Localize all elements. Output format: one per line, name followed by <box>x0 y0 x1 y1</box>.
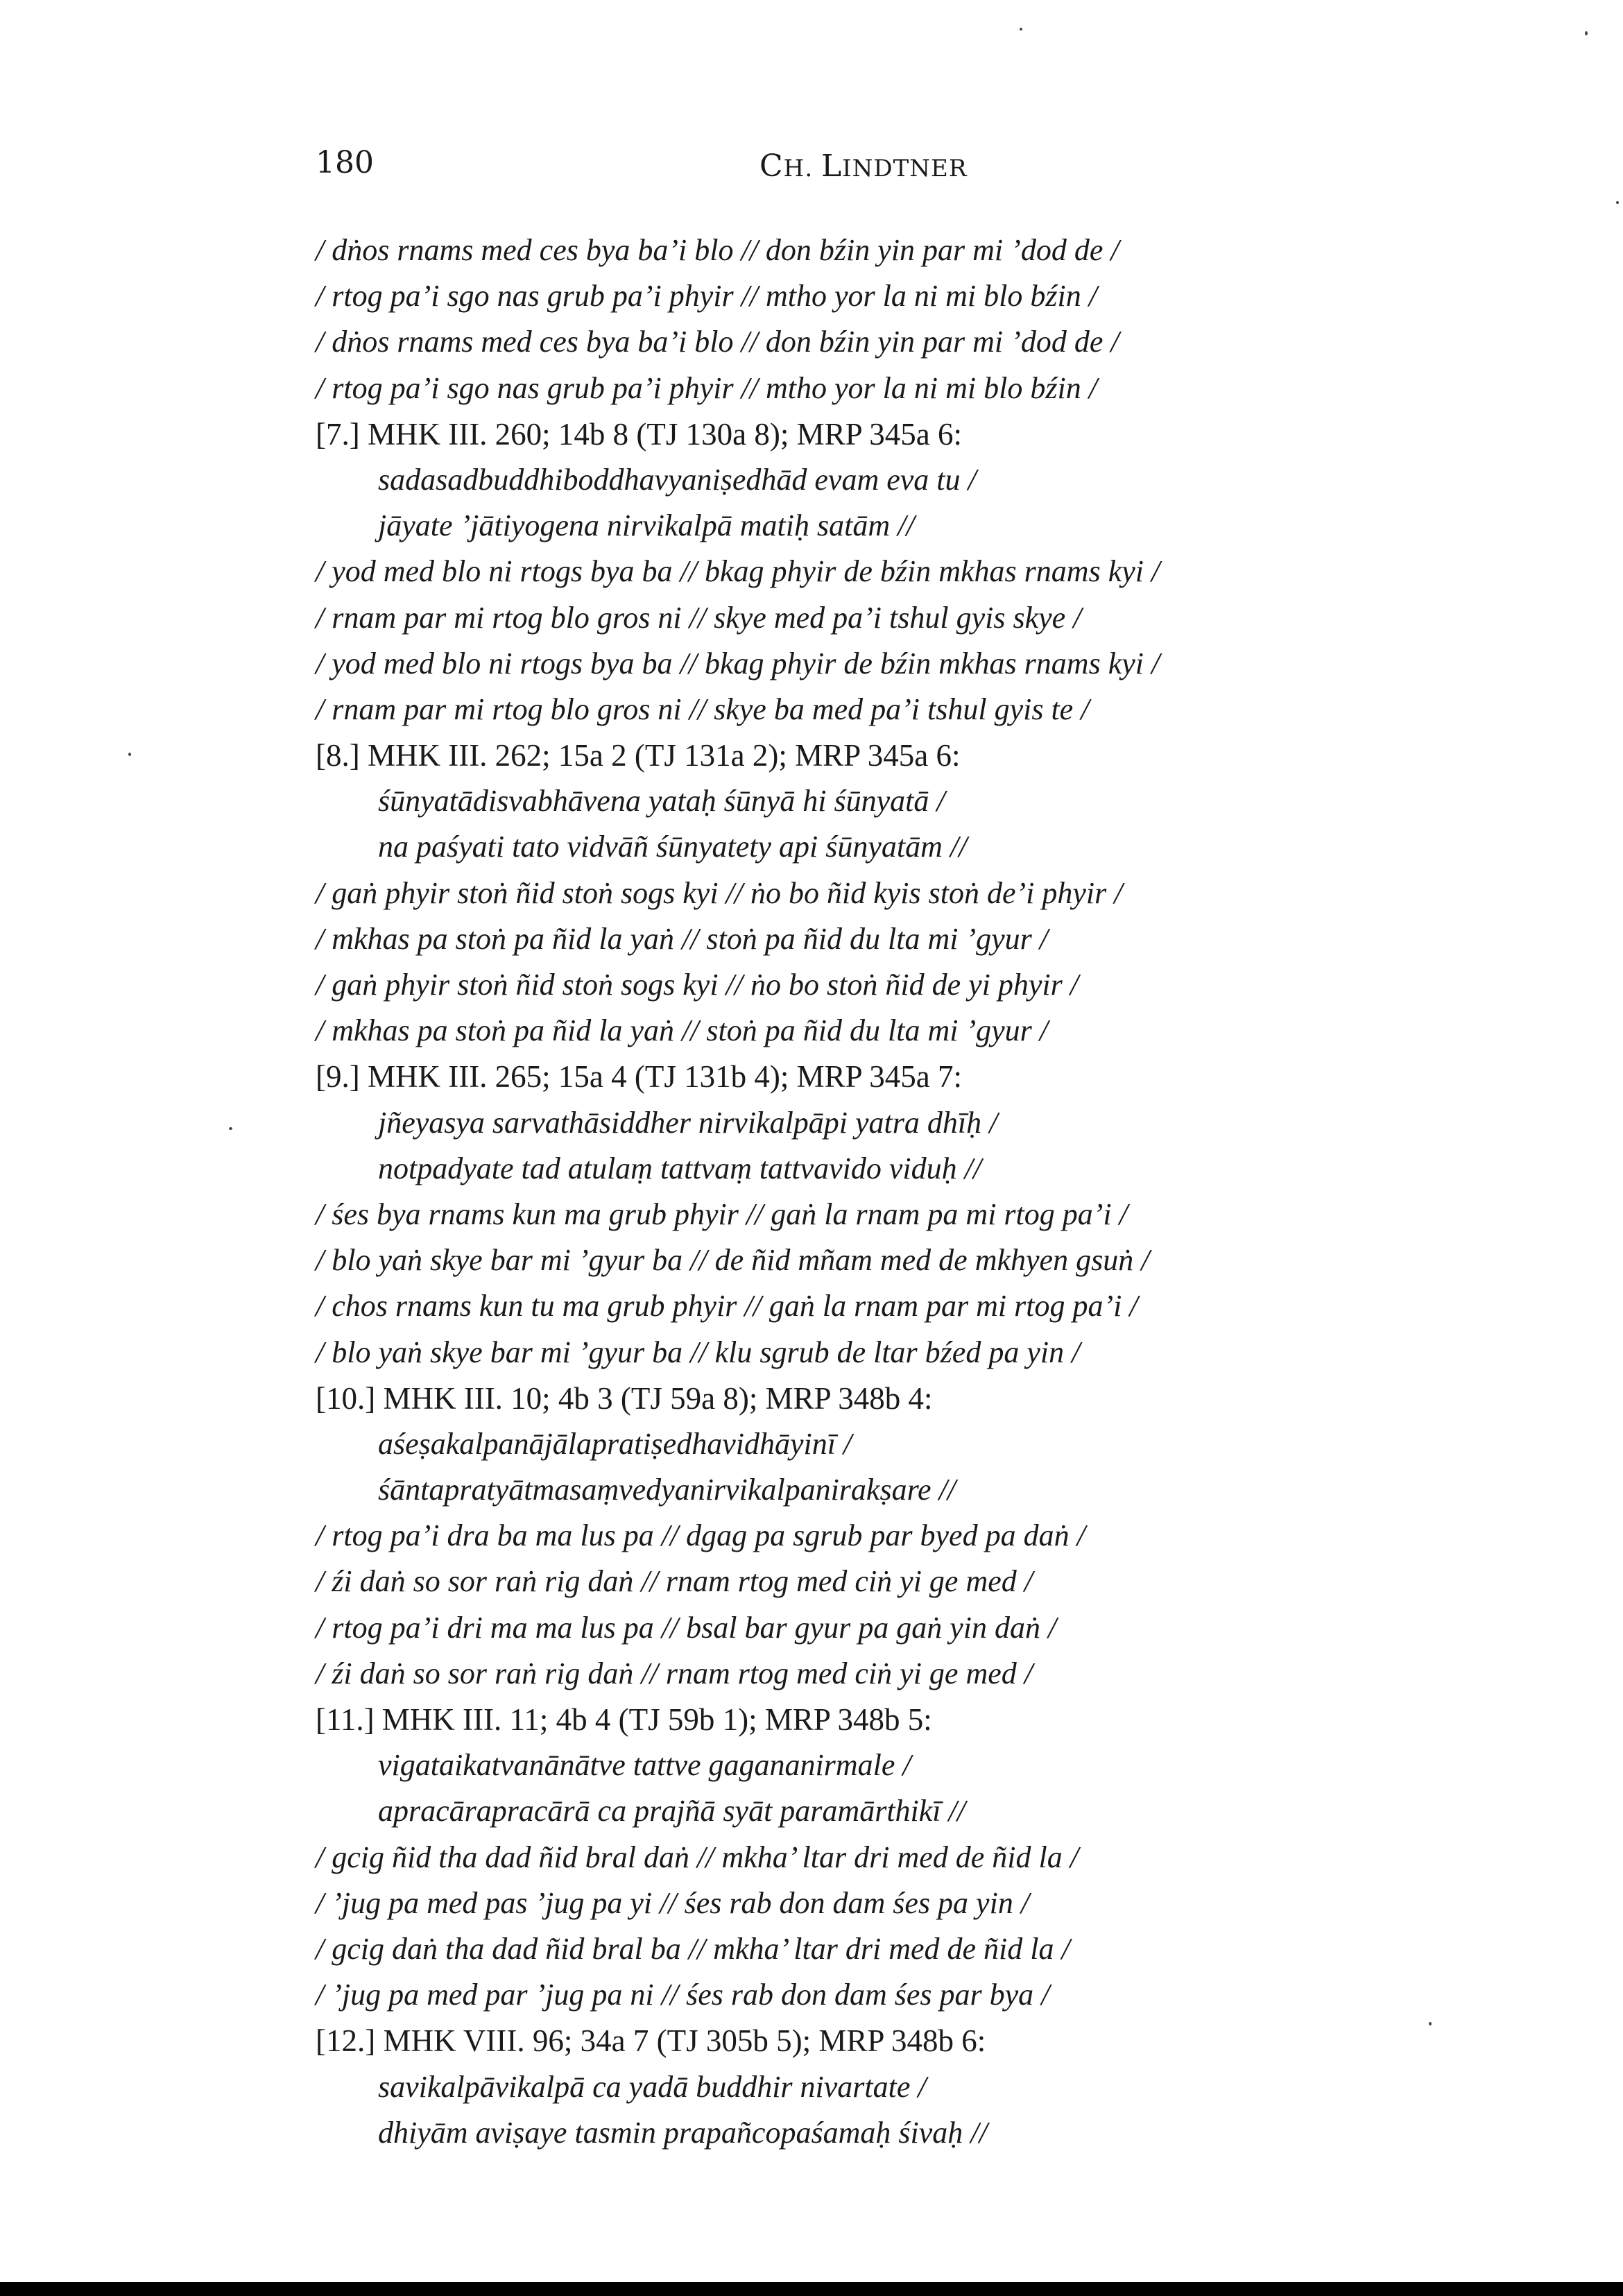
scan-speck <box>1020 28 1022 31</box>
verse-line: śūnyatādisvabhāvena yataḥ śūnyā hi śūnyatā / <box>378 784 945 819</box>
verse-line: / yod med blo ni rtogs bya ba // bkag phyir de bźin mkhas rnams kyi / <box>316 554 1160 589</box>
verse-line: / dṅos rnams med ces bya ba’i blo // don bźin yin par mi ’dod de / <box>316 233 1119 267</box>
verse-line: / blo yaṅ skye bar mi ’gyur ba // klu sgrub de ltar bźed pa yin / <box>316 1335 1081 1369</box>
verse-line: / chos rnams kun tu ma grub phyir // gaṅ la rnam par mi rtog pa’i / <box>316 1289 1138 1323</box>
verse-line: / rtog pa’i dri ma ma lus pa // bsal bar gyur pa gaṅ yin daṅ / <box>316 1610 1057 1645</box>
verse-line: / gaṅ phyir stoṅ ñid stoṅ sogs kyi // ṅo bo ñid kyis stoṅ de’i phyir / <box>316 875 1123 910</box>
citation-line: [12.] MHK VIII. 96; 34a 7 (TJ 305b 5); MRP 348b 6: <box>316 2023 986 2059</box>
verse-line: notpadyate tad atulaṃ tattvaṃ tattvavido viduḥ // <box>378 1151 982 1185</box>
scan-speck <box>1616 201 1619 204</box>
scan-speck <box>1429 2022 1432 2025</box>
verse-line: / źi daṅ so sor raṅ rig daṅ // rnam rtog med ciṅ yi ge med / <box>316 1564 1033 1599</box>
verse-line: sadasadbuddhiboddhavyaniṣedhād evam eva tu / <box>378 462 977 497</box>
verse-line: / yod med blo ni rtogs bya ba // bkag phyir de bźin mkhas rnams kyi / <box>316 646 1160 680</box>
citation-line: [10.] MHK III. 10; 4b 3 (TJ 59a 8); MRP 348b 4: <box>316 1380 933 1416</box>
verse-line: / ’jug pa med pas ’jug pa yi // śes rab don dam śes pa yin / <box>316 1885 1030 1920</box>
verse-line: / gcig daṅ tha dad ñid bral ba // mkha’ ltar dri med de ñid la / <box>316 1931 1070 1966</box>
verse-line: / śes bya rnams kun ma grub phyir // gaṅ la rnam pa mi rtog pa’i / <box>316 1197 1128 1231</box>
verse-line: jāyate ’jātiyogena nirvikalpā matiḥ satām // <box>378 508 915 543</box>
verse-line: / mkhas pa stoṅ pa ñid la yaṅ // stoṅ pa ñid du lta mi ’gyur / <box>316 921 1048 956</box>
verse-line: / gcig ñid tha dad ñid bral daṅ // mkha’ ltar dri med de ñid la / <box>316 1840 1079 1874</box>
scan-speck <box>229 1127 232 1130</box>
citation-line: [9.] MHK III. 265; 15a 4 (TJ 131b 4); MRP 345a 7: <box>316 1059 962 1095</box>
verse-line: / mkhas pa stoṅ pa ñid la yaṅ // stoṅ pa ñid du lta mi ’gyur / <box>316 1013 1048 1048</box>
scan-speck <box>128 753 131 756</box>
verse-line: na paśyati tato vidvāñ śūnyatety api śūnyatām // <box>378 830 968 864</box>
verse-line: / blo yaṅ skye bar mi ’gyur ba // de ñid mñam med de mkhyen gsuṅ / <box>316 1243 1150 1278</box>
page-number: 180 <box>316 145 374 180</box>
running-head <box>759 146 967 189</box>
verse-line: vigataikatvanānātve tattve gagananirmale / <box>378 1748 911 1783</box>
verse-line: jñeyasya sarvathāsiddher nirvikalpāpi yatra dhīḥ / <box>378 1105 998 1140</box>
citation-line: [8.] MHK III. 262; 15a 2 (TJ 131a 2); MRP 345a 6: <box>316 738 961 773</box>
running-head-initial-1: C <box>759 148 784 184</box>
verse-line: / rnam par mi rtog blo gros ni // skye ba med pa’i tshul gyis te / <box>316 692 1090 726</box>
verse-line: / dṅos rnams med ces bya ba’i blo // don bźin yin par mi ’dod de / <box>316 325 1119 359</box>
body-text <box>316 228 1398 2156</box>
citation-line: [11.] MHK III. 11; 4b 4 (TJ 59b 1); MRP 348b 5: <box>316 1702 932 1737</box>
verse-line: dhiyām aviṣaye tasmin prapañcopaśamaḥ śivaḥ // <box>378 2115 988 2150</box>
verse-line: savikalpāvikalpā ca yadā buddhir nivartate / <box>378 2069 927 2104</box>
verse-line: / rnam par mi rtog blo gros ni // skye med pa’i tshul gyis skye / <box>316 600 1082 635</box>
verse-line: / ’jug pa med par ’jug pa ni // śes rab don dam śes par bya / <box>316 1978 1050 2012</box>
running-head-rest-2: INDTNER <box>842 155 968 182</box>
verse-line: aśeṣakalpanājālapratiṣedhavidhāyinī / <box>378 1426 852 1461</box>
verse-line: / rtog pa’i dra ba ma lus pa // dgag pa sgrub par byed pa daṅ / <box>316 1518 1085 1553</box>
verse-line: / źi daṅ so sor raṅ rig daṅ // rnam rtog med ciṅ yi ge med / <box>316 1656 1033 1690</box>
verse-line: apracārapracārā ca prajñā syāt paramārthikī // <box>378 1794 965 1828</box>
verse-line: śāntapratyātmasaṃvedyanirvikalpanirakṣare // <box>378 1473 956 1507</box>
scan-border <box>0 2282 1623 2296</box>
verse-line: / gaṅ phyir stoṅ ñid stoṅ sogs kyi // ṅo bo stoṅ ñid de yi phyir / <box>316 968 1079 1002</box>
scan-speck <box>1585 31 1588 35</box>
running-head-initial-2: L <box>821 148 843 184</box>
verse-line: / rtog pa’i sgo nas grub pa’i phyir // mtho yor la ni mi blo bźin / <box>316 279 1097 314</box>
citation-line: [7.] MHK III. 260; 14b 8 (TJ 130a 8); MRP 345a 6: <box>316 416 962 452</box>
verse-line: / rtog pa’i sgo nas grub pa’i phyir // mtho yor la ni mi blo bźin / <box>316 370 1097 405</box>
running-head-rest-1: H. <box>783 155 814 182</box>
